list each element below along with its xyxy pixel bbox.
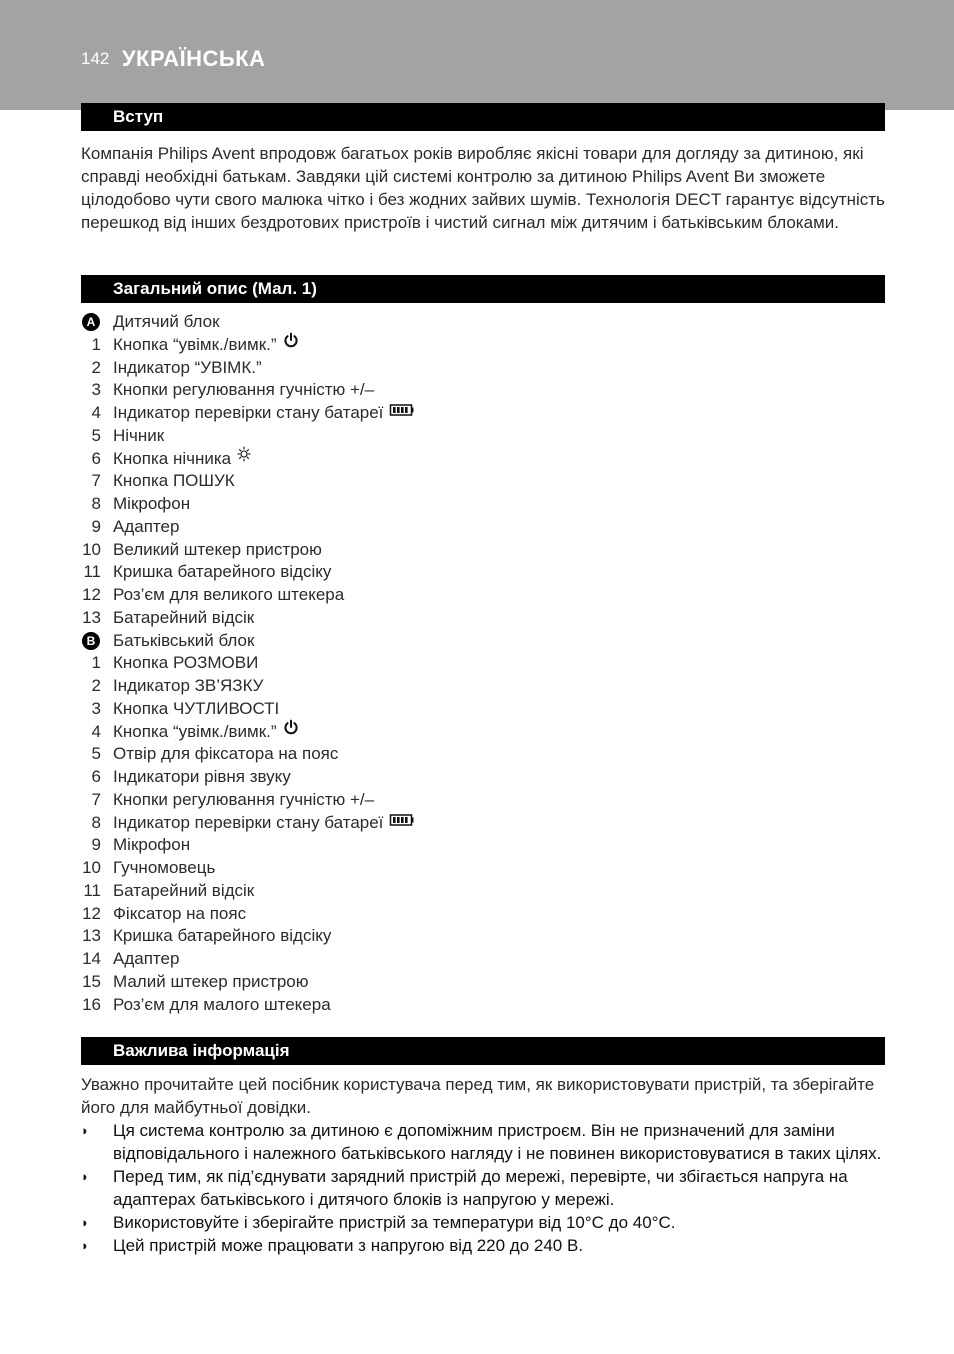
item-label: Роз’єм для малого штекера <box>113 994 331 1014</box>
item-label: Батарейний відсік <box>113 880 255 900</box>
parent-unit-item <box>81 857 781 880</box>
baby-unit-item <box>81 402 781 425</box>
section-heading-intro: Вступ <box>81 103 885 131</box>
baby-unit-item <box>81 470 781 493</box>
item-number: 2 <box>91 357 101 377</box>
baby-unit-item <box>81 516 781 539</box>
item-label: Кнопка “увімк./вимк.” <box>113 334 277 354</box>
item-number: 12 <box>82 903 101 923</box>
item-number: 11 <box>83 880 101 900</box>
item-number: 4 <box>91 721 101 741</box>
item-label: Кришка батарейного відсіку <box>113 926 332 946</box>
parent-unit-badge: B <box>82 632 100 650</box>
item-number: 5 <box>91 744 101 764</box>
item-label: Індикатор ЗВ’ЯЗКУ <box>113 676 264 695</box>
warning-text: Перед тим, як під’єднувати зарядний пристрій до мережі, перевірте, чи збігається напруга на адаптерах батьківського і дитячого блоків із напругою у мережі. <box>113 1167 848 1209</box>
item-text-wrap <box>113 994 331 1017</box>
battery-icon <box>389 810 414 833</box>
power-icon <box>283 719 299 742</box>
item-text-wrap <box>113 425 164 448</box>
baby-unit-item <box>81 493 781 516</box>
item-label: Адаптер <box>113 516 180 536</box>
item-label: Нічник <box>113 425 165 445</box>
item-number: 10 <box>82 539 101 559</box>
item-text-wrap <box>113 493 190 516</box>
item-text-wrap <box>113 880 254 903</box>
item-number: 4 <box>91 403 101 422</box>
item-number: 13 <box>82 926 101 946</box>
item-text-wrap <box>113 470 235 493</box>
item-text-wrap <box>113 448 251 471</box>
baby-unit-item <box>81 448 781 471</box>
item-label: Індикатори рівня звуку <box>113 767 291 786</box>
baby-unit-item <box>81 334 781 357</box>
warning-list <box>81 1119 891 1257</box>
parent-unit-item <box>81 948 781 971</box>
warning-text: Цей пристрій може працювати з напругою від 220 до 240 В. <box>113 1236 584 1255</box>
parent-unit-item <box>81 880 781 903</box>
page-language-title: УКРАЇНСЬКА <box>121 46 266 71</box>
parent-unit-item <box>81 652 781 675</box>
warning-item <box>81 1119 891 1165</box>
item-label: Адаптер <box>113 949 180 968</box>
item-number: 6 <box>91 448 101 468</box>
page-header <box>81 46 266 72</box>
bullet-marker-icon: ◗ <box>81 1215 89 1230</box>
item-text-wrap <box>113 516 179 539</box>
parent-unit-item <box>81 789 781 812</box>
parts-list <box>81 311 781 1016</box>
item-label: Кнопка нічника <box>113 448 232 468</box>
item-text-wrap <box>113 607 254 630</box>
parent-unit-item <box>81 971 781 994</box>
item-text-wrap <box>113 584 344 607</box>
baby-unit-item <box>81 539 781 562</box>
item-label: Індикатор перевірки стану батареї <box>113 812 384 832</box>
item-number: 6 <box>91 767 101 786</box>
item-text-wrap <box>113 561 331 584</box>
item-number: 13 <box>82 607 101 627</box>
item-text-wrap <box>113 857 215 880</box>
item-text-wrap <box>113 948 179 971</box>
baby-unit-badge: A <box>82 313 100 331</box>
baby-unit-item <box>81 561 781 584</box>
page-number: 142 <box>81 49 110 68</box>
item-number: 8 <box>91 494 101 513</box>
item-text-wrap <box>113 971 309 994</box>
item-number: 9 <box>91 516 101 536</box>
item-text-wrap <box>113 675 263 698</box>
item-number: 1 <box>91 653 101 673</box>
item-text-wrap <box>113 357 262 380</box>
bullet-marker-icon: ◗ <box>81 1169 89 1184</box>
parent-unit-header <box>81 630 781 653</box>
item-label: Індикатор перевірки стану батареї <box>113 403 384 422</box>
item-number: 7 <box>91 789 101 809</box>
item-label: Кнопки регулювання гучністю +/– <box>113 380 375 400</box>
item-text-wrap <box>113 379 374 402</box>
power-icon <box>283 332 299 355</box>
item-text-wrap <box>113 334 299 357</box>
item-label: Кришка батарейного відсіку <box>113 562 332 582</box>
item-label: Кнопка ЧУТЛИВОСТІ <box>113 698 280 718</box>
item-text-wrap <box>113 743 338 766</box>
warning-text: Використовуйте і зберігайте пристрій за температури від 10°C до 40°C. <box>113 1213 676 1232</box>
important-paragraph: Уважно прочитайте цей посібник користувача перед тим, як використовувати пристрій, та зберігайте його для майбутньої довідки. <box>81 1075 875 1117</box>
warning-item <box>81 1234 891 1257</box>
parent-unit-label: Батьківський блок <box>113 630 255 650</box>
battery-icon <box>389 400 414 423</box>
item-label: Великий штекер пристрою <box>113 539 322 559</box>
item-label: Мікрофон <box>113 835 191 855</box>
baby-unit-label: Дитячий блок <box>113 312 220 331</box>
parent-unit-item <box>81 994 781 1017</box>
item-number: 14 <box>82 949 101 968</box>
item-label: Кнопка РОЗМОВИ <box>113 653 259 673</box>
item-number: 1 <box>91 334 101 354</box>
item-number: 8 <box>91 812 101 832</box>
section-heading-important: Важлива інформація <box>81 1037 885 1065</box>
warning-text: Ця система контролю за дитиною є допоміжним пристроєм. Він не призначений для заміни відповідального і належного батьківського нагляду і не повинен використовуватися в таких цілях. <box>113 1121 882 1163</box>
warning-item <box>81 1211 891 1234</box>
section-heading-overview: Загальний опис (Мал. 1) <box>81 275 885 303</box>
bullet-marker-icon: ◗ <box>81 1238 89 1253</box>
baby-unit-item <box>81 607 781 630</box>
baby-unit-item <box>81 357 781 380</box>
warning-item <box>81 1165 891 1211</box>
item-number: 7 <box>91 471 101 491</box>
item-number: 11 <box>83 562 101 582</box>
item-label: Роз’єм для великого штекера <box>113 585 345 604</box>
item-number: 5 <box>91 425 101 445</box>
item-label: Гучномовець <box>113 858 216 877</box>
baby-unit-item <box>81 379 781 402</box>
item-text-wrap <box>113 789 374 812</box>
item-label: Отвір для фіксатора на пояс <box>113 744 339 764</box>
parent-unit-item <box>81 698 781 721</box>
item-number: 9 <box>91 835 101 855</box>
item-text-wrap <box>113 766 291 789</box>
item-text-wrap <box>113 812 414 835</box>
item-number: 3 <box>91 380 101 400</box>
item-number: 16 <box>82 994 101 1014</box>
item-label: Мікрофон <box>113 494 191 513</box>
item-label: Кнопка “увімк./вимк.” <box>113 721 277 741</box>
parent-unit-item <box>81 812 781 835</box>
item-number: 10 <box>82 858 101 877</box>
item-number: 2 <box>91 676 101 695</box>
baby-unit-item <box>81 584 781 607</box>
item-text-wrap <box>113 698 279 721</box>
item-label: Малий штекер пристрою <box>113 971 309 991</box>
parent-unit-item <box>81 721 781 744</box>
nightlight-icon <box>237 446 251 469</box>
bullet-marker-icon: ◗ <box>81 1123 89 1138</box>
item-label: Кнопка ПОШУК <box>113 471 235 491</box>
baby-unit-item <box>81 425 781 448</box>
parent-unit-item <box>81 925 781 948</box>
item-number: 15 <box>82 971 101 991</box>
item-text-wrap <box>113 539 322 562</box>
parent-unit-item <box>81 834 781 857</box>
item-text-wrap <box>113 925 331 948</box>
item-label: Батарейний відсік <box>113 607 255 627</box>
item-label: Індикатор “УВІМК.” <box>113 357 262 377</box>
intro-paragraph: Компанія Philips Avent впродовж багатьох років виробляє якісні товари для догляду за дитиною, які справді необхідні батькам. Завдяки цій системі контролю за дитиною Philips Avent Ви зможете цілодобово чути свого малюка чітко і без жодних зайвих шумів. Технологія DECT гарантує відсутність перешкод від інших бездротових пристроїв і чистий сигнал між дитячим і батьківським блоками. <box>81 144 885 232</box>
parent-unit-item <box>81 903 781 926</box>
baby-unit-header <box>81 311 781 334</box>
parent-unit-item <box>81 766 781 789</box>
item-text-wrap <box>113 721 299 744</box>
item-label: Кнопки регулювання гучністю +/– <box>113 789 375 809</box>
item-label: Фіксатор на пояс <box>113 903 247 923</box>
item-number: 3 <box>91 698 101 718</box>
item-text-wrap <box>113 652 258 675</box>
item-text-wrap <box>113 834 190 857</box>
item-text-wrap <box>113 903 246 926</box>
parent-unit-item <box>81 675 781 698</box>
parent-unit-item <box>81 743 781 766</box>
item-number: 12 <box>82 585 101 604</box>
item-text-wrap <box>113 402 414 425</box>
